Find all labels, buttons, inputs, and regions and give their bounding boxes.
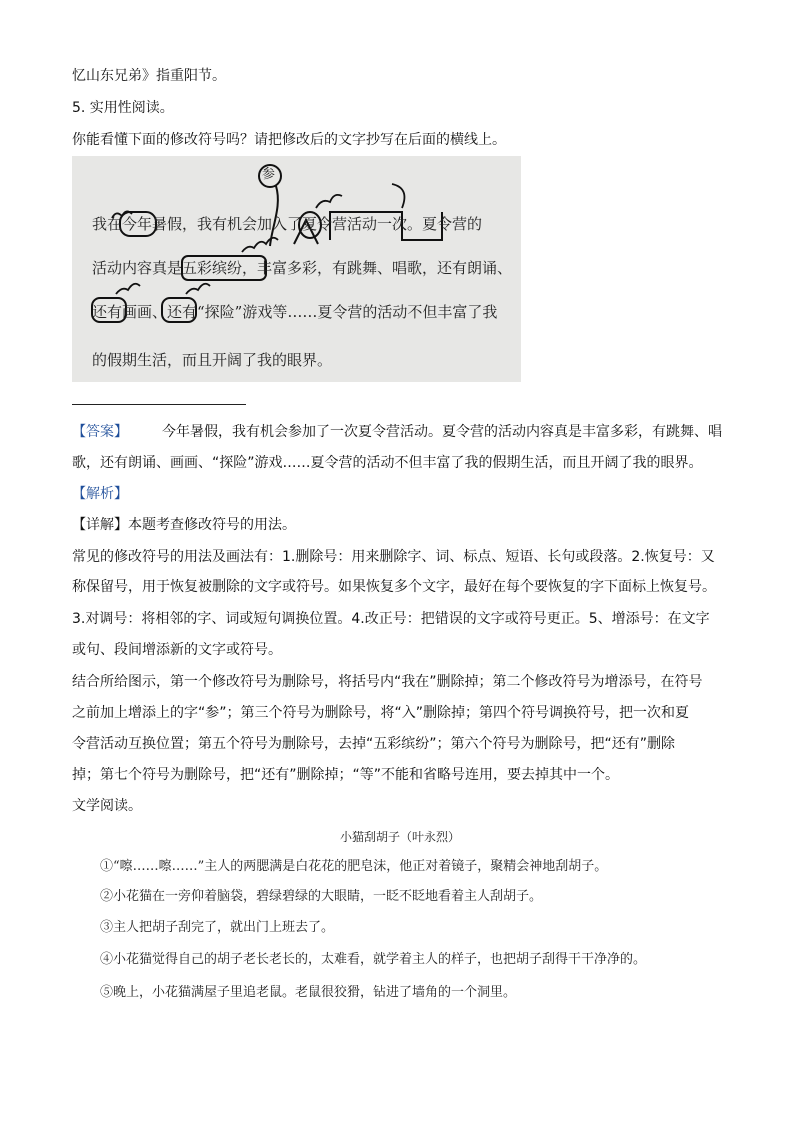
combine-line-2: 之前加上增添上的字“参”；第三个符号为删除号，将“入”删除掉；第四个符号调换符号，把一次和夏 xyxy=(72,705,690,721)
answer-line-2: 歌，还有朗诵、画画、“探险”游戏……夏令营的活动不但丰富了我的假期生活，而且开阔了我的眼界。 xyxy=(72,455,703,471)
story-title: 小猫刮胡子（叶永烈） xyxy=(340,830,461,844)
photo-line-1: 我在今年暑假，我有机会加入了夏令营活动一次。夏令营的 xyxy=(92,215,483,233)
detail-text: 本题考查修改符号的用法。 xyxy=(128,517,296,533)
story-paragraph-3: ③主人把胡子刮完了，就出门上班去了。 xyxy=(100,920,335,935)
answer-text-1: 今年暑假，我有机会参加了一次夏令营活动。夏令营的活动内容真是丰富多彩，有跳舞、唱 xyxy=(162,424,722,440)
revision-marks-photo xyxy=(72,156,521,382)
explain-line-4: 或句、段间增添新的文字或符号。 xyxy=(72,642,282,658)
top-line: 忆山东兄弟》指重阳节。 xyxy=(72,68,226,84)
analysis-label: 【解析】 xyxy=(72,486,128,502)
detail-line xyxy=(72,515,296,535)
combine-line-3: 令营活动互换位置；第五个符号为删除号，去掉“五彩缤纷”；第六个符号为删除号，把“还有”删除 xyxy=(72,736,676,752)
explain-line-1: 常见的修改符号的用法及画法有：1.删除号：用来删除字、词、标点、短语、长句或段落。2.恢复号：又 xyxy=(72,549,715,565)
q5-title: 5. 实用性阅读。 xyxy=(72,100,174,116)
story-paragraph-1: ①“嚓……嚓……”主人的两腮满是白花花的肥皂沫，他正对着镜子，聚精会神地刮胡子。 xyxy=(100,859,608,874)
photo-line-3: 还有画画、还有“探险”游戏等……夏令营的活动不但丰富了我 xyxy=(92,303,498,321)
story-paragraph-2: ②小花猫在一旁仰着脑袋，碧绿碧绿的大眼睛，一眨不眨地看着主人刮胡子。 xyxy=(100,889,543,904)
q5-prompt: 你能看懂下面的修改符号吗？请把修改后的文字抄写在后面的横线上。 xyxy=(72,132,506,148)
answer-blank-line xyxy=(72,404,246,405)
combine-line-1: 结合所给图示，第一个修改符号为删除号，将括号内“我在”删除掉；第二个修改符号为增添号，在符号 xyxy=(72,674,703,690)
answer-label: 【答案】 xyxy=(72,424,128,440)
answer-line-1 xyxy=(72,422,722,442)
explain-line-2: 称保留号，用于恢复被删除的文字或符号。如果恢复多个文字，最好在每个要恢复的字下面标上恢复号。 xyxy=(72,579,716,595)
story-paragraph-5: ⑤晚上，小花猫满屋子里追老鼠。老鼠很狡猾，钻进了墙角的一个洞里。 xyxy=(100,985,517,1000)
combine-line-4: 掉；第七个符号为删除号，把“还有”删除掉；“等”不能和省略号连用，要去掉其中一个。 xyxy=(72,767,620,783)
photo-line-4: 的假期生活，而且开阔了我的眼界。 xyxy=(92,351,333,369)
photo-line-2: 活动内容真是五彩缤纷，丰富多彩，有跳舞、唱歌，还有朗诵、 xyxy=(92,259,513,277)
explain-line-3: 3.对调号：将相邻的字、词或短句调换位置。4.改正号：把错误的文字或符号更正。5、增添号：在文字 xyxy=(72,611,710,627)
detail-label: 【详解】 xyxy=(72,517,128,533)
story-paragraph-4: ④小花猫觉得自己的胡子老长老长的，太难看，就学着主人的样子，也把胡子刮得干干净净的。 xyxy=(100,952,647,967)
inserted-char: 参 xyxy=(262,167,276,182)
literature-label: 文学阅读。 xyxy=(72,798,142,814)
